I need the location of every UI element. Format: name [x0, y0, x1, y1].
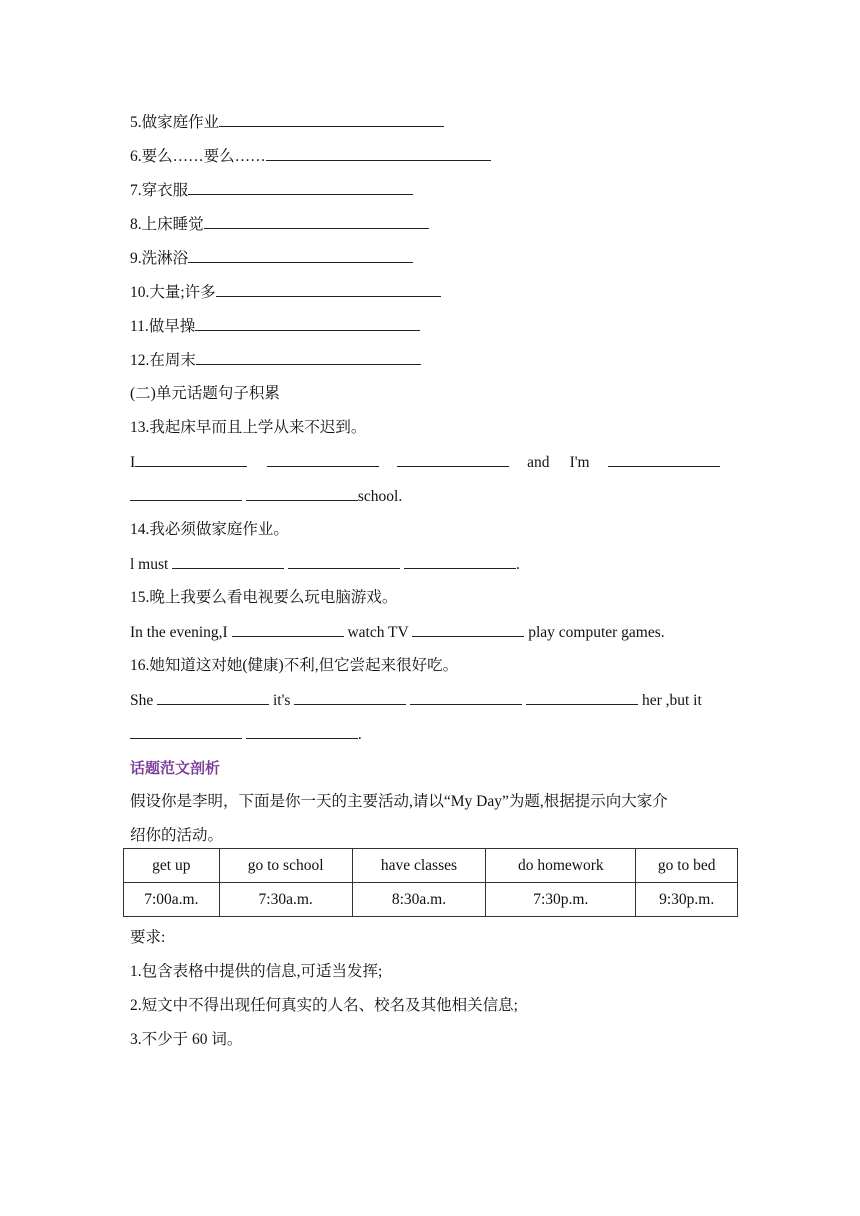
answer-blank[interactable] — [135, 448, 247, 467]
question-13-chinese: 13.我起床早而且上学从来不迟到。 — [130, 419, 367, 436]
question-15-chinese: 15.晚上我要么看电视要么玩电脑游戏。 — [130, 589, 398, 606]
requirements-block — [130, 924, 740, 1060]
requirement-item: 1.包含表格中提供的信息,可适当发挥; — [130, 963, 383, 980]
answer-blank[interactable] — [130, 720, 242, 739]
vocab-item: 11.做早操 — [130, 312, 740, 346]
answer-blank[interactable] — [410, 686, 522, 705]
table-row — [124, 883, 738, 917]
vocab-item: 12.在周末 — [130, 346, 740, 380]
answer-blank[interactable] — [246, 720, 358, 739]
answer-blank[interactable] — [288, 550, 400, 569]
question-16-line1: She it's her ,but it — [130, 686, 740, 720]
vocab-item: 8.上床睡觉 — [130, 210, 740, 244]
vocab-item: 9.洗淋浴 — [130, 244, 740, 278]
answer-blank[interactable] — [267, 448, 379, 467]
writing-prompt-line-1: 假设你是李明，下面是你一天的主要活动,请以“My Day”为题,根据提示向大家介 — [130, 793, 668, 810]
activity-cell: go to bed — [636, 849, 738, 883]
answer-blank[interactable] — [157, 686, 269, 705]
vocab-item: 6.要么……要么…… — [130, 142, 740, 176]
answer-blank[interactable] — [232, 618, 344, 637]
vocab-item: 7.穿衣服 — [130, 176, 740, 210]
answer-blank[interactable] — [196, 346, 421, 365]
time-cell: 8:30a.m. — [352, 883, 486, 917]
vocab-item: 10.大量;许多 — [130, 278, 740, 312]
question-14-chinese: 14.我必须做家庭作业。 — [130, 521, 289, 538]
time-cell: 7:00a.m. — [124, 883, 220, 917]
question-13-line2: school. — [130, 482, 740, 516]
writing-prompt-line-2: 绍你的活动。 — [130, 827, 224, 844]
answer-blank[interactable] — [404, 550, 516, 569]
answer-blank[interactable] — [130, 482, 242, 501]
time-cell: 9:30p.m. — [636, 883, 738, 917]
activity-cell: get up — [124, 849, 220, 883]
answer-blank[interactable] — [397, 448, 509, 467]
vocab-item: 5.做家庭作业 — [130, 108, 740, 142]
activity-cell: have classes — [352, 849, 486, 883]
answer-blank[interactable] — [526, 686, 638, 705]
answer-blank[interactable] — [188, 176, 413, 195]
answer-blank[interactable] — [266, 142, 491, 161]
answer-blank[interactable] — [246, 482, 358, 501]
requirement-item: 3.不少于 60 词。 — [130, 1031, 243, 1048]
answer-blank[interactable] — [219, 108, 444, 127]
time-cell: 7:30a.m. — [219, 883, 352, 917]
answer-blank[interactable] — [195, 312, 420, 331]
answer-blank[interactable] — [172, 550, 284, 569]
question-16-line2: . — [130, 720, 740, 754]
schedule-table — [123, 848, 738, 917]
section-title: (二)单元话题句子积累 — [130, 385, 280, 402]
analysis-heading: 话题范文剖析 — [130, 759, 221, 777]
answer-blank[interactable] — [608, 448, 720, 467]
question-14-line: l must . — [130, 550, 740, 584]
question-15-line: In the evening,I watch TV play computer games. — [130, 618, 740, 652]
activity-cell: go to school — [219, 849, 352, 883]
answer-blank[interactable] — [188, 244, 413, 263]
answer-blank[interactable] — [204, 210, 429, 229]
answer-blank[interactable] — [412, 618, 524, 637]
answer-blank[interactable] — [294, 686, 406, 705]
time-cell: 7:30p.m. — [486, 883, 636, 917]
question-13-line1: I and I'm — [130, 448, 740, 482]
answer-blank[interactable] — [216, 278, 441, 297]
requirement-item: 2.短文中不得出现任何真实的人名、校名及其他相关信息; — [130, 997, 518, 1014]
table-row — [124, 849, 738, 883]
activity-cell: do homework — [486, 849, 636, 883]
worksheet-body — [130, 108, 740, 856]
requirements-title: 要求: — [130, 929, 166, 946]
question-16-chinese: 16.她知道这对她(健康)不利,但它尝起来很好吃。 — [130, 657, 459, 674]
